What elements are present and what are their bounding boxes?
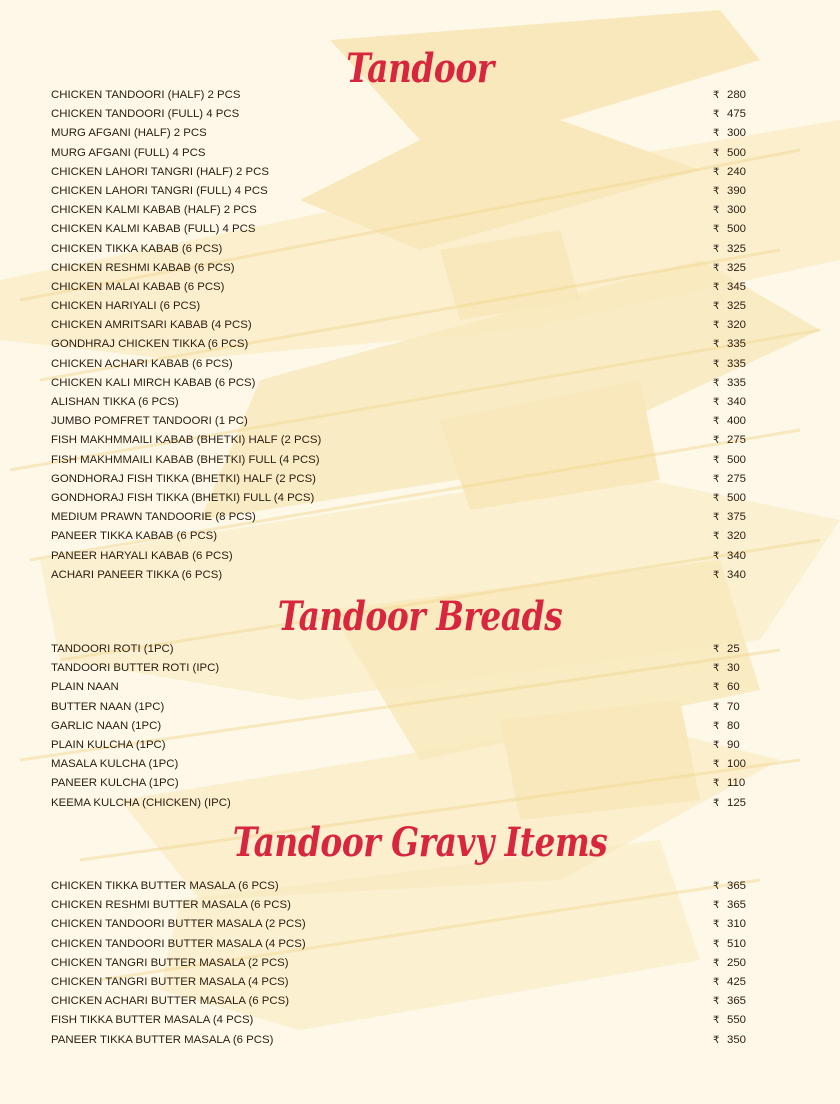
menu-item: [0, 124, 840, 143]
rupee-icon: ₹: [713, 301, 720, 313]
menu-item-name: MURG AFGANI (FULL) 4 PCS: [51, 146, 206, 159]
rupee-icon: ₹: [713, 720, 720, 732]
menu-item-name: CHICKEN TANGRI BUTTER MASALA (2 PCS): [51, 956, 289, 969]
menu-item-name: CHICKEN RESHMI BUTTER MASALA (6 PCS): [51, 899, 291, 912]
menu-item-price: 275: [727, 472, 747, 485]
menu-item-price: 345: [727, 280, 747, 293]
rupee-icon: ₹: [713, 416, 720, 428]
menu-item-price: 340: [727, 549, 747, 562]
menu-item-price: 80: [727, 719, 740, 732]
menu-item: [0, 144, 840, 163]
menu-item-price: 30: [727, 662, 740, 675]
menu-item: [0, 640, 840, 659]
menu-item-price: 350: [727, 1033, 747, 1046]
menu-item-price: 400: [727, 415, 747, 428]
menu-item-name: PANEER TIKKA KABAB (6 PCS): [51, 530, 218, 543]
menu-item-name: TANDOORI BUTTER ROTI (IPC): [51, 662, 220, 675]
menu-item-name: GARLIC NAAN (1PC): [51, 719, 162, 732]
menu-item: [0, 954, 840, 973]
menu-item-name: ACHARI PANEER TIKKA (6 PCS): [51, 568, 223, 581]
menu-item: [0, 278, 840, 297]
section-title: Tandoor Gravy Items: [232, 819, 608, 866]
menu-item: [0, 877, 840, 896]
menu-item: [0, 915, 840, 934]
menu-item-price: 125: [727, 796, 747, 809]
rupee-icon: ₹: [713, 358, 720, 370]
menu-item-name: KEEMA KULCHA (CHICKEN) (IPC): [51, 796, 231, 809]
menu-item-price: 100: [727, 758, 747, 771]
menu-item-price: 250: [727, 956, 747, 969]
rupee-icon: ₹: [713, 185, 720, 197]
menu-item: [0, 659, 840, 678]
menu-item: [0, 355, 840, 374]
menu-item: [0, 259, 840, 278]
menu-item-price: 340: [727, 568, 747, 581]
menu-item: [0, 973, 840, 992]
menu-item-name: TANDOORI ROTI (1PC): [51, 643, 174, 655]
menu-item-name: MURG AFGANI (HALF) 2 PCS: [51, 127, 207, 140]
menu-item: [0, 755, 840, 774]
rupee-icon: ₹: [713, 531, 720, 543]
menu-item-name: CHICKEN KALMI KABAB (FULL) 4 PCS: [51, 223, 256, 236]
menu-item: [0, 774, 840, 793]
menu-item: [0, 508, 840, 527]
menu-item-price: 365: [727, 899, 747, 912]
menu-item-price: 90: [727, 738, 740, 751]
menu-item-name: GONDHRAJ CHICKEN TIKKA (6 PCS): [51, 338, 249, 351]
menu-item-price: 110: [727, 777, 746, 790]
rupee-icon: ₹: [713, 435, 720, 447]
rupee-icon: ₹: [713, 339, 720, 351]
menu-item: [0, 736, 840, 755]
menu-item: [0, 717, 840, 736]
menu-item-price: 475: [727, 108, 747, 121]
menu-item-name: PANEER HARYALI KABAB (6 PCS): [51, 549, 233, 562]
rupee-icon: ₹: [713, 281, 720, 293]
menu-item-price: 425: [727, 975, 747, 988]
menu-item-name: ALISHAN TIKKA (6 PCS): [51, 396, 179, 408]
menu-item-price: 300: [727, 127, 747, 140]
rupee-icon: ₹: [713, 663, 720, 675]
rupee-icon: ₹: [713, 397, 720, 408]
menu-item-name: CHICKEN TANDOORI (FULL) 4 PCS: [51, 108, 240, 121]
menu-item-price: 335: [727, 357, 747, 370]
rupee-icon: ₹: [713, 147, 720, 159]
menu-item: [0, 374, 840, 393]
rupee-icon: ₹: [713, 919, 720, 931]
menu-item-name: BUTTER NAAN (1PC): [51, 700, 165, 713]
menu-item-name: CHICKEN AMRITSARI KABAB (4 PCS): [51, 319, 252, 332]
menu-item-name: MASALA KULCHA (1PC): [51, 758, 179, 771]
menu-item-name: GONDHORAJ FISH TIKKA (BHETKI) HALF (2 PCS): [51, 472, 316, 485]
menu-item: [0, 86, 840, 105]
menu-item-price: 25: [727, 643, 740, 655]
menu-item-name: CHICKEN TANDOORI BUTTER MASALA (2 PCS): [51, 918, 306, 931]
section-title: Tandoor Breads: [277, 593, 563, 640]
menu-item-name: MEDIUM PRAWN TANDOORIE (8 PCS): [51, 511, 256, 524]
rupee-icon: ₹: [713, 512, 720, 524]
menu-item-price: 335: [727, 376, 747, 389]
menu-item-name: CHICKEN TANDOORI (HALF) 2 PCS: [51, 89, 241, 101]
menu-item-price: 340: [727, 396, 747, 408]
menu-item-price: 70: [727, 700, 740, 713]
menu-item: [0, 201, 840, 220]
rupee-icon: ₹: [713, 797, 720, 809]
rupee-icon: ₹: [713, 569, 720, 581]
rupee-icon: ₹: [713, 109, 720, 121]
menu-item-name: GONDHORAJ FISH TIKKA (BHETKI) FULL (4 PCS): [51, 491, 315, 504]
menu-item-price: 320: [727, 530, 747, 543]
menu-item-name: CHICKEN TANGRI BUTTER MASALA (4 PCS): [51, 975, 289, 988]
rupee-icon: ₹: [713, 320, 720, 332]
menu-item: [0, 527, 840, 546]
menu-item-price: 240: [727, 165, 747, 178]
menu-item-name: FISH TIKKA BUTTER MASALA (4 PCS): [51, 1014, 254, 1027]
menu-item-price: 310: [727, 918, 747, 931]
menu-item: [0, 316, 840, 335]
menu-item: [0, 678, 840, 697]
menu-item-name: FISH MAKHMMAILI KABAB (BHETKI) FULL (4 PCS): [51, 453, 320, 466]
rupee-icon: ₹: [713, 644, 720, 655]
menu-item: [0, 451, 840, 470]
rupee-icon: ₹: [713, 90, 720, 101]
rupee-icon: ₹: [713, 205, 720, 217]
menu-item-price: 500: [727, 146, 747, 159]
menu-item: [0, 1011, 840, 1030]
rupee-icon: ₹: [713, 550, 720, 562]
menu-item-price: 365: [727, 995, 747, 1008]
rupee-icon: ₹: [713, 243, 720, 255]
menu-item-name: CHICKEN TANDOORI BUTTER MASALA (4 PCS): [51, 937, 306, 950]
rupee-icon: ₹: [713, 739, 720, 751]
rupee-icon: ₹: [713, 1034, 720, 1046]
rupee-icon: ₹: [713, 976, 720, 988]
menu-item-price: 510: [727, 937, 747, 950]
menu-item-price: 500: [727, 453, 747, 466]
menu-item: [0, 992, 840, 1011]
menu-item: [0, 896, 840, 915]
menu-item-name: JUMBO POMFRET TANDOORI (1 PC): [51, 415, 248, 428]
menu-item-price: 325: [727, 242, 747, 255]
menu-item-price: 325: [727, 261, 747, 274]
rupee-icon: ₹: [713, 262, 720, 274]
rupee-icon: ₹: [713, 473, 720, 485]
rupee-icon: ₹: [713, 1015, 720, 1027]
menu-item: [0, 335, 840, 354]
rupee-icon: ₹: [713, 166, 720, 178]
menu-item-name: CHICKEN LAHORI TANGRI (HALF) 2 PCS: [51, 165, 269, 178]
rupee-icon: ₹: [713, 759, 720, 771]
menu-item: [0, 393, 840, 412]
menu-item: [0, 794, 840, 813]
menu-item-price: 300: [727, 204, 747, 217]
menu-item: [0, 431, 840, 450]
menu-item: [0, 105, 840, 124]
menu-item: [0, 698, 840, 717]
rupee-icon: ₹: [713, 682, 720, 694]
menu-item-name: CHICKEN MALAI KABAB (6 PCS): [51, 280, 225, 293]
menu-item-name: PANEER TIKKA BUTTER MASALA (6 PCS): [51, 1033, 274, 1046]
rupee-icon: ₹: [713, 377, 720, 389]
menu-item-price: 335: [727, 338, 747, 351]
menu-item-price: 500: [727, 223, 747, 236]
menu-item-name: PLAIN KULCHA (1PC): [51, 738, 166, 751]
rupee-icon: ₹: [713, 224, 720, 236]
menu-item: [0, 163, 840, 182]
menu-item-price: 550: [727, 1014, 747, 1027]
menu-item-price: 280: [727, 89, 747, 101]
menu-item-name: CHICKEN HARIYALI (6 PCS): [51, 300, 201, 313]
menu-item-price: 390: [727, 184, 747, 197]
section-title: Tandoor: [346, 45, 494, 92]
rupee-icon: ₹: [713, 938, 720, 950]
menu-item-name: CHICKEN KALI MIRCH KABAB (6 PCS): [51, 376, 256, 389]
menu-item-price: 500: [727, 491, 747, 504]
rupee-icon: ₹: [713, 957, 720, 969]
menu-item: [0, 935, 840, 954]
menu-item-name: CHICKEN TIKKA KABAB (6 PCS): [51, 242, 223, 255]
menu-item-name: CHICKEN KALMI KABAB (HALF) 2 PCS: [51, 204, 257, 217]
menu-list: [0, 640, 840, 813]
menu-item-name: FISH MAKHMMAILI KABAB (BHETKI) HALF (2 PCS): [51, 434, 322, 447]
rupee-icon: ₹: [713, 454, 720, 466]
rupee-icon: ₹: [713, 900, 720, 912]
menu-item-price: 325: [727, 300, 747, 313]
menu-item-name: CHICKEN LAHORI TANGRI (FULL) 4 PCS: [51, 184, 268, 197]
rupee-icon: ₹: [713, 492, 720, 504]
menu-item: [0, 220, 840, 239]
menu-item-price: 375: [727, 511, 747, 524]
menu-item: [0, 182, 840, 201]
rupee-icon: ₹: [713, 778, 720, 790]
menu-item-name: CHICKEN TIKKA BUTTER MASALA (6 PCS): [51, 880, 279, 892]
menu-item: [0, 240, 840, 259]
menu-item: [0, 470, 840, 489]
menu-item-price: 275: [727, 434, 747, 447]
menu-item: [0, 1031, 840, 1050]
menu-item-name: CHICKEN ACHARI BUTTER MASALA (6 PCS): [51, 995, 289, 1008]
menu-item-name: PANEER KULCHA (1PC): [51, 777, 179, 790]
menu-item: [0, 566, 840, 585]
menu-list: [0, 877, 840, 1050]
menu-item-price: 365: [727, 880, 747, 892]
rupee-icon: ₹: [713, 701, 720, 713]
menu-item: [0, 489, 840, 508]
rupee-icon: ₹: [713, 128, 720, 140]
menu-item: [0, 297, 840, 316]
rupee-icon: ₹: [713, 996, 720, 1008]
menu-item: [0, 412, 840, 431]
menu-item-price: 320: [727, 319, 747, 332]
menu-item: [0, 547, 840, 566]
menu-item-name: CHICKEN RESHMI KABAB (6 PCS): [51, 261, 235, 274]
rupee-icon: ₹: [713, 881, 720, 892]
menu-item-price: 60: [727, 681, 740, 694]
menu-item-name: CHICKEN ACHARI KABAB (6 PCS): [51, 357, 233, 370]
menu-list: [0, 86, 840, 585]
menu-item-name: PLAIN NAAN: [51, 681, 119, 694]
